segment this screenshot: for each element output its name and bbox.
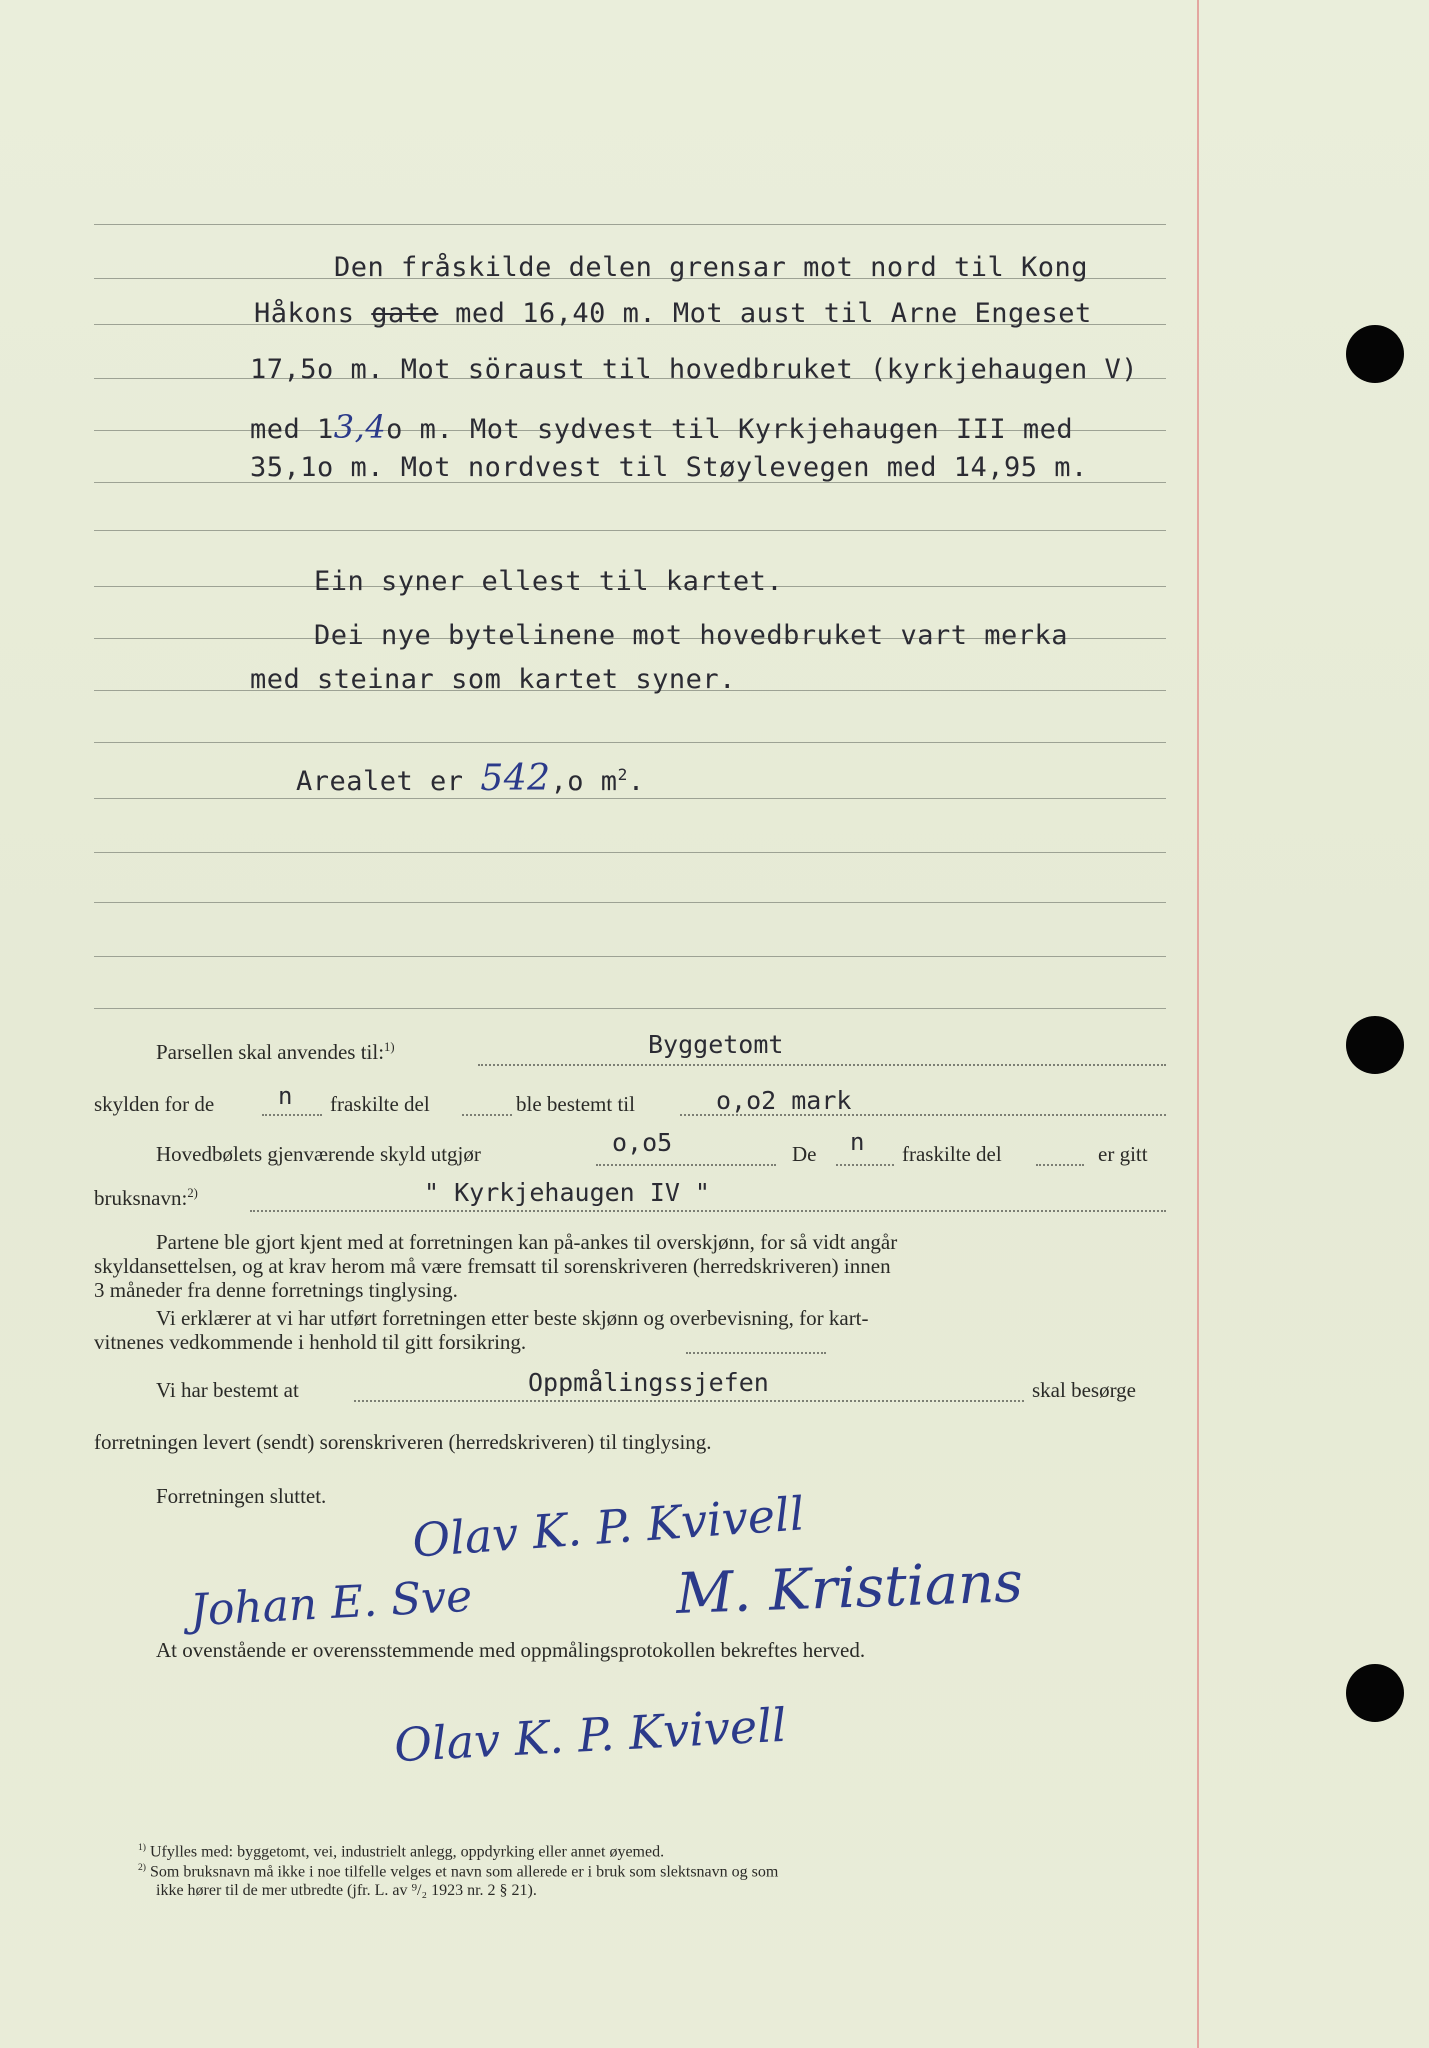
ruled-line — [94, 956, 1166, 957]
bekreft-line: At ovenstående er overensstemmende med oppmålingsprotokollen bekreftes herved. — [156, 1638, 866, 1662]
skylden-value: o,o2 mark — [716, 1086, 852, 1115]
dotted-field — [1036, 1164, 1084, 1166]
punch-hole-bottom — [1346, 1664, 1404, 1722]
dotted-field — [596, 1164, 776, 1166]
ruled-line — [94, 742, 1166, 743]
hoved-label: fraskilte del — [902, 1142, 1002, 1166]
signature-olav-confirm: Olav K. P. Kvivell — [392, 1697, 788, 1773]
hoved-label: Hovedbølets gjenværende skyld utgjør — [156, 1142, 481, 1166]
description-line: Den fråskilde delen grensar mot nord til Kong — [334, 252, 1088, 283]
footnote-2-cont: ikke hører til de mer utbredte (jfr. L. av ⁹/₂ 1923 nr. 2 § 21). — [156, 1882, 537, 1899]
parsellen-label: Parsellen skal anvendes til:$^{1)}$ — [156, 1040, 395, 1064]
parsellen-value: Byggetomt — [648, 1030, 784, 1059]
punch-hole-middle — [1346, 1016, 1404, 1074]
note-line: med steinar som kartet syner. — [250, 664, 736, 695]
para2-line: Vi erklærer at vi har utført forretningen etter beste skjønn og overbevisning, for kart- — [156, 1306, 869, 1330]
area-line: Arealet er 542,o $m^2$. — [296, 758, 645, 799]
dotted-field — [250, 1210, 1166, 1212]
para1-line: Partene ble gjort kjent med at forretningen kan på-ankes til overskjønn, for så vidt angår — [156, 1230, 898, 1254]
para1-line: 3 måneder fra denne forretnings tinglysing. — [94, 1278, 458, 1302]
description-line: med 13,4o m. Mot sydvest til Kyrkjehaugen III med — [250, 408, 1074, 446]
skylden-label: ble bestemt til — [516, 1092, 635, 1116]
hoved-n: n — [850, 1128, 865, 1156]
para1-line: skyldansettelsen, og at krav herom må være fremsatt til sorenskriveren (herredskriveren) innen — [94, 1254, 891, 1278]
hoved-label: er gitt — [1098, 1142, 1148, 1166]
ruled-line — [94, 1008, 1166, 1009]
footnote-2: $^{2)}$ Som bruksnavn må ikke i noe tilfelle velges et navn som allerede er i bruk som slektsnavn og som — [138, 1862, 779, 1881]
ruled-line — [94, 852, 1166, 853]
ruled-line — [94, 902, 1166, 903]
sluttet-line: Forretningen sluttet. — [156, 1484, 327, 1508]
dotted-field — [354, 1400, 1024, 1402]
skylden-n: n — [278, 1082, 293, 1110]
skylden-label: skylden for de — [94, 1092, 215, 1116]
description-line: 17,5o m. Mot söraust til hovedbruket (kyrkjehaugen V) — [250, 354, 1139, 385]
punch-hole-top — [1346, 325, 1404, 383]
hoved-value: o,o5 — [612, 1128, 673, 1157]
ruled-line — [94, 530, 1166, 531]
signature-johan: Johan E. Sve — [188, 1570, 474, 1637]
skylden-label: fraskilte del — [330, 1092, 430, 1116]
description-line: 35,1o m. Mot nordvest til Støylevegen med 14,95 m. — [250, 452, 1088, 483]
para2-line: vitnenes vedkommende i henhold til gitt forsikring. — [94, 1330, 527, 1354]
signature-olav: Olav K. P. Kvivell — [410, 1486, 807, 1568]
dotted-field — [686, 1352, 826, 1354]
bestemt-label: Vi har bestemt at — [156, 1378, 299, 1402]
hoved-label: De — [792, 1142, 817, 1166]
bestemt-label: skal besørge — [1032, 1378, 1137, 1402]
dotted-field — [478, 1064, 1166, 1066]
bruk-label: bruksnavn:$^{2)}$ — [94, 1186, 198, 1210]
dotted-field — [836, 1164, 894, 1166]
bestemt-value: Oppmålingssjefen — [528, 1368, 769, 1397]
note-line: Dei nye bytelinene mot hovedbruket vart merka — [314, 620, 1068, 651]
levert-line: forretningen levert (sendt) sorenskriveren (herredskriveren) til tinglysing. — [94, 1430, 712, 1454]
ruled-line — [94, 224, 1166, 225]
footnote-1: $^{1)}$ Ufylles med: byggetomt, vei, industrielt anlegg, oppdyrking eller annet øyemed. — [138, 1842, 665, 1861]
dotted-field — [462, 1114, 512, 1116]
description-line: Håkons gate med 16,40 m. Mot aust til Arne Engeset — [254, 298, 1092, 329]
bruk-value: " Kyrkjehaugen IV " — [424, 1178, 710, 1207]
dotted-field — [262, 1114, 322, 1116]
signature-kristians: M. Kristians — [674, 1549, 1024, 1628]
note-line: Ein syner ellest til kartet. — [314, 566, 784, 597]
margin-line — [1197, 0, 1199, 2048]
